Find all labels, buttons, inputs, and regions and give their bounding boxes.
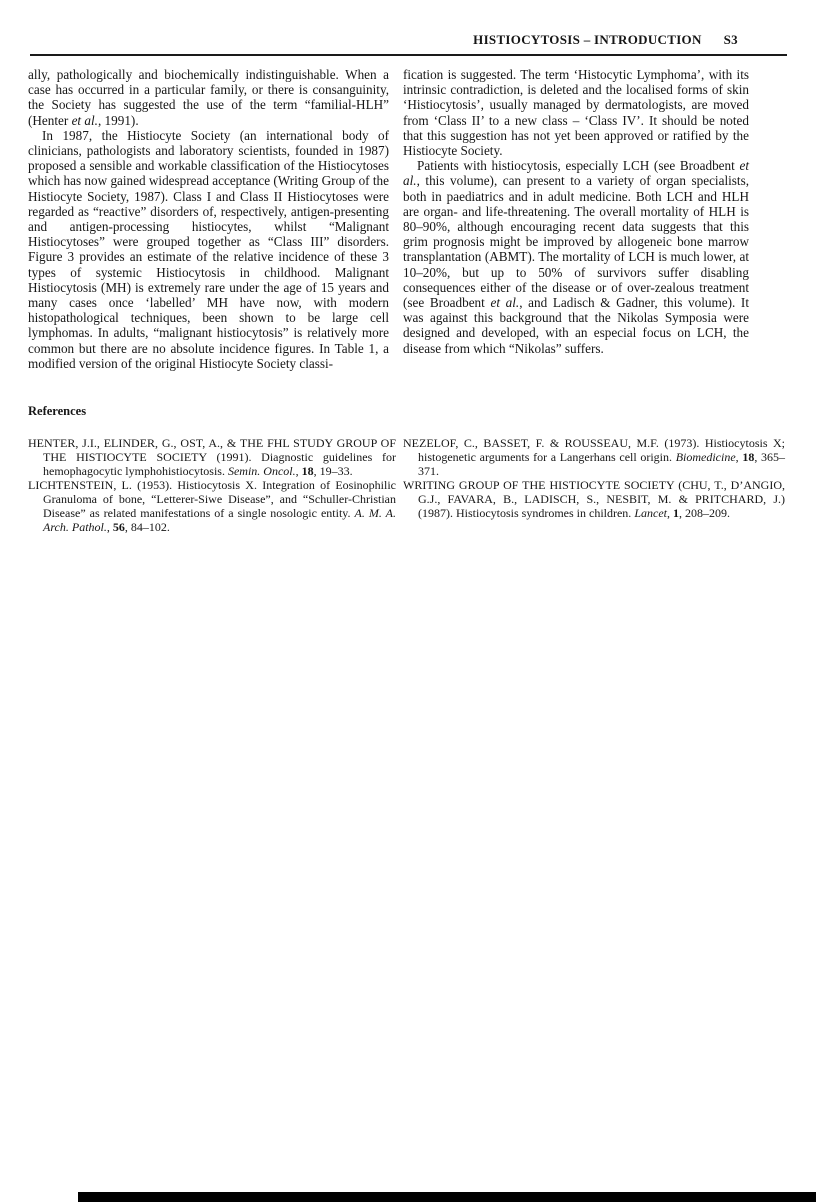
- references-column-right: [403, 436, 785, 520]
- body-paragraph: [403, 67, 749, 158]
- text-segment: WRITING GROUP OF THE HISTIOCYTE SOCIETY (CHU, T., D’ANGIO, G.J., FAVARA, B., LADISCH, S., NESBIT, M. & PRITCHARD, J.) (1987). Histiocytosis syndromes in children.: [403, 478, 785, 520]
- reference-entry: [403, 478, 785, 520]
- scan-artifact-bar: [78, 1192, 816, 1202]
- text-segment: Patients with histiocytosis, especially LCH (see Broadbent: [417, 158, 740, 174]
- text-segment: NEZELOF, C., BASSET, F. & ROUSSEAU, M.F. (1973). Histiocytosis X; histogenetic arguments for a Langerhans cell origin.: [403, 436, 785, 464]
- text-segment: fication is suggested. The term ‘Histocytic Lymphoma’, with its intrinsic contradiction, is deleted and the localised forms of skin ‘Histiocytosis’, usually managed by dermatologists, are moved from ‘Class II’ to a new class – ‘Class IV’. It should be noted that this suggestion has not yet been approved or ratified by the Histiocyte Society.: [403, 67, 749, 159]
- text-segment: 18: [301, 464, 314, 478]
- text-segment: In 1987, the Histiocyte Society (an international body of clinicians, pathologists and laboratory scientists, founded in 1987) proposed a sensible and workable classification of the Histiocytoses which has now gained widespread acceptance (Writing Group of the Histiocyte Society, 1987). Class I and Class II Histiocytoses were regarded as “reactive” disorders of, respectively, antigen-presenting and antigen-processing histiocytes, whilst “Malignant Histiocytoses” were grouped together as “Class III” disorders. Figure 3 provides an estimate of the relative incidence of these 3 types of systemic Histiocytosis in childhood. Malignant Histiocytosis (MH) is extremely rare under the age of 15 years and many cases once ‘labelled’ MH have now, with modern histopathological techniques, been shown to be large cell lymphomas. In adults, “malignant histiocytosis” is relatively more common but there are no absolute incidence figures. In Table 1, a modified version of the original Histiocyte Society classi-: [28, 127, 389, 371]
- header-rule-divider: [30, 54, 787, 56]
- body-paragraph: [403, 158, 749, 356]
- text-segment: Semin. Oncol.: [227, 464, 296, 478]
- text-segment: LICHTENSTEIN, L. (1953). Histiocytosis X. Integration of Eosinophilic Granuloma of bone, “Letterer-Siwe Disease”, and “Schuller-Christian Disease” as related manifestations of a single nosologic entity.: [28, 478, 396, 520]
- text-segment: Biomedicine: [675, 450, 736, 464]
- text-segment: 56: [112, 520, 125, 534]
- text-segment: , this volume), can present to a variety of organ specialists, both in paediatrics and in adult medicine. Both LCH and HLH are organ- and life-threatening. The overall mortality of HLH is 80–90%, although encouraging recent data suggests that this grim prognosis might be improved by allogeneic bone marrow transplantation (ABMT). The mortality of LCH is much lower, at 10–20%, but up to 50% of survivors suffer disabling consequences either of the disease or of over-zealous treatment (see Broadbent: [403, 173, 749, 311]
- reference-entry: [28, 478, 396, 534]
- text-segment: et al.: [490, 295, 520, 311]
- body-paragraph: [28, 128, 389, 371]
- text-segment: ,: [666, 506, 673, 520]
- text-segment: et al.: [403, 158, 749, 189]
- text-segment: ally, pathologically and biochemically indistinguishable. When a case has occurred in a particular family, or there is consanguinity, the Society has suggested the use of the term “familial-HLH” (Henter: [28, 67, 389, 128]
- text-segment: 18: [742, 450, 755, 464]
- running-title: HISTIOCYTOSIS – INTRODUCTION: [473, 32, 702, 47]
- body-paragraph: [28, 67, 389, 128]
- references-heading: References: [28, 404, 87, 418]
- text-segment: , 1991).: [97, 112, 139, 128]
- body-column-left: [28, 67, 389, 371]
- running-header: [0, 32, 738, 48]
- text-segment: , 365–371.: [418, 450, 786, 478]
- text-segment: ,: [106, 520, 113, 534]
- text-segment: A. M. A. Arch. Pathol.: [43, 506, 396, 534]
- reference-entry: [403, 436, 785, 478]
- text-segment: 1: [672, 506, 679, 520]
- text-segment: HENTER, J.I., ELINDER, G., OST, A., & THE FHL STUDY GROUP OF THE HISTIOCYTE SOCIETY (1991). Diagnostic guidelines for hemophagocytic lymphohistiocytosis.: [28, 436, 396, 478]
- references-column-left: [28, 436, 396, 534]
- text-segment: Lancet: [634, 506, 667, 520]
- text-segment: et al.: [71, 112, 98, 128]
- body-column-right: [403, 67, 749, 356]
- page-number: S3: [723, 32, 738, 47]
- text-segment: , 84–102.: [124, 520, 170, 534]
- text-segment: ,: [735, 450, 743, 464]
- text-segment: , and Ladisch & Gadner, this volume). It was against this background that the Nikolas Symposia were designed and developed, with an especial focus on LCH, the disease from which “Nikolas” suffers.: [403, 295, 749, 356]
- text-segment: , 208–209.: [678, 506, 730, 520]
- reference-entry: [28, 436, 396, 478]
- text-segment: , 19–33.: [313, 464, 353, 478]
- text-segment: ,: [295, 464, 302, 478]
